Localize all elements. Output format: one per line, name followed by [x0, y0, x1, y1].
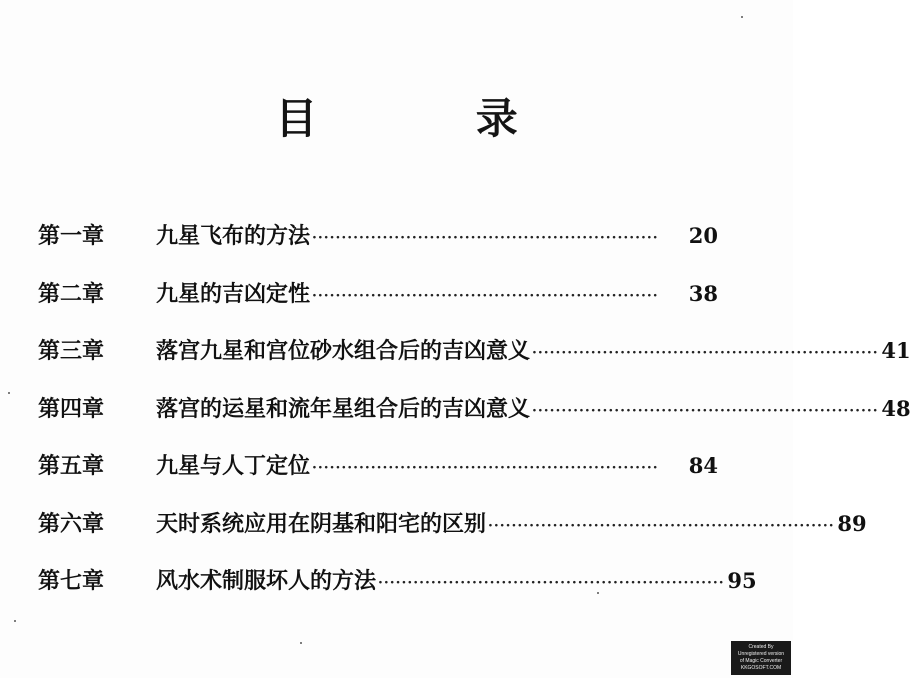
toc-entry-line — [156, 393, 911, 425]
chapter-number: 第五章 — [38, 453, 105, 479]
watermark-line: KKGOSOFT.COM — [740, 665, 782, 671]
leader-dots: ··························································· — [488, 517, 835, 534]
toc-entry-line — [156, 220, 718, 252]
leader-dots: ··························································· — [312, 287, 659, 304]
chapter-title: 落宫九星和宫位砂水组合后的吉凶意义 — [156, 338, 531, 364]
toc-entry[interactable] — [38, 220, 718, 278]
toc-entry-line — [156, 278, 718, 310]
toc-entry-line — [156, 565, 757, 597]
chapter-title: 九星飞布的方法 — [156, 223, 311, 249]
chapter-number: 第一章 — [38, 223, 105, 249]
toc-entry[interactable] — [38, 508, 867, 566]
leader-dots: ··························································· — [532, 345, 879, 361]
chapter-number: 第六章 — [38, 510, 105, 537]
toc-entry[interactable] — [38, 450, 718, 508]
leader-dots: ··························································· — [532, 402, 879, 419]
chapter-title: 落宫的运星和流年星组合后的吉凶意义 — [156, 395, 531, 422]
page-number: 89 — [837, 510, 867, 536]
page-number: 41 — [881, 338, 911, 363]
chapter-number: 第四章 — [38, 395, 105, 422]
toc-entry[interactable] — [38, 565, 757, 623]
watermark-line: Unregistered version — [737, 651, 785, 657]
chapter-title: 九星的吉凶定性 — [156, 280, 311, 307]
chapter-number: 第二章 — [38, 280, 105, 307]
watermark-line: Created By — [748, 644, 774, 650]
chapter-title: 天时系统应用在阴基和阳宅的区别 — [156, 510, 487, 537]
toc-entry-line — [156, 450, 718, 482]
toc-entry-line — [156, 335, 911, 367]
page-number: 48 — [881, 395, 911, 421]
leader-dots: ··························································· — [312, 460, 659, 476]
toc-entry[interactable] — [38, 278, 718, 336]
leader-dots: ··························································· — [312, 230, 659, 246]
watermark-line: of Magic Converter — [739, 658, 783, 664]
page-number: 95 — [727, 568, 757, 593]
page-number: 38 — [688, 280, 718, 306]
converter-watermark — [731, 641, 791, 675]
chapter-title: 风水术制服坏人的方法 — [156, 568, 377, 594]
table-of-contents — [38, 220, 911, 623]
page-number: 84 — [688, 453, 718, 478]
page-number: 20 — [688, 223, 718, 248]
toc-entry[interactable] — [38, 393, 911, 451]
toc-entry-line — [156, 508, 867, 540]
chapter-number: 第七章 — [38, 568, 105, 594]
toc-entry[interactable] — [38, 335, 911, 393]
page-title: 目 录 — [275, 94, 590, 143]
chapter-title: 九星与人丁定位 — [156, 453, 311, 479]
leader-dots: ··························································· — [378, 575, 725, 591]
chapter-number: 第三章 — [38, 338, 105, 364]
